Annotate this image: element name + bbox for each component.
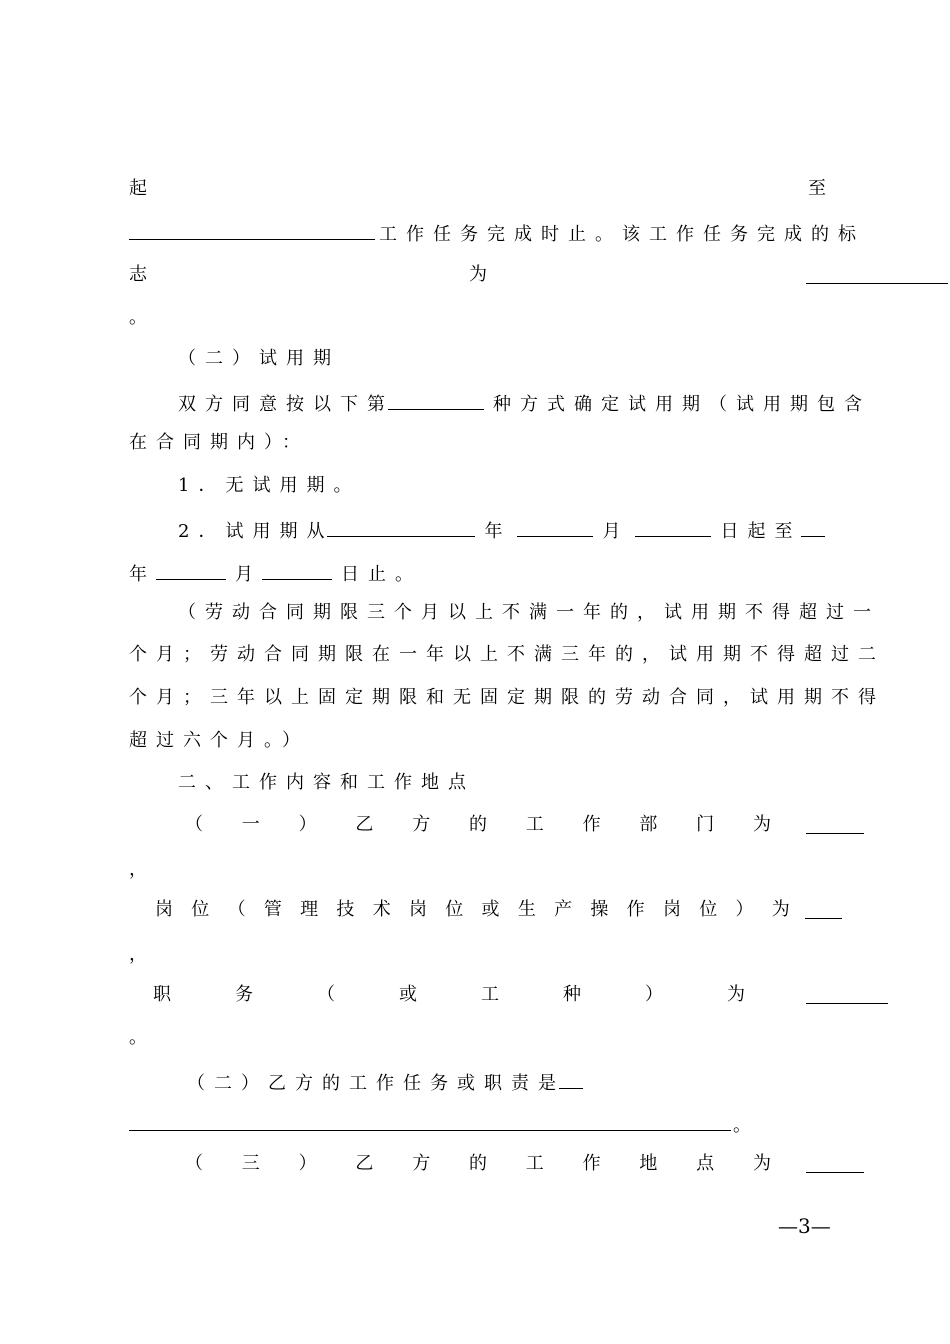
- post-chars: [155, 898, 790, 922]
- option-no-probation: 1．无试用期。: [178, 475, 361, 496]
- post-char: 位: [699, 899, 718, 920]
- note-line-1: （劳动合同期限三个月以上不满一年的，试用期不得超过一: [178, 602, 880, 623]
- blank-from-month[interactable]: [517, 516, 593, 537]
- blank-task-name[interactable]: [129, 219, 375, 240]
- line-probation-method: [178, 389, 871, 415]
- line-task-mark: [129, 263, 949, 287]
- post-char: 操: [590, 899, 609, 920]
- option-probation-period: [178, 516, 838, 540]
- duty-chars: [153, 983, 745, 1007]
- post-char: 技: [336, 899, 355, 920]
- post-char: 岗: [662, 899, 681, 920]
- post-char: 或: [481, 899, 500, 920]
- blank-from-year[interactable]: [327, 516, 475, 537]
- heading-probation: （二）试用期: [178, 348, 340, 369]
- blank-from-day[interactable]: [635, 516, 711, 537]
- text-method-a: 双方同意按以下第: [178, 394, 394, 415]
- blank-to-year[interactable]: [801, 516, 825, 537]
- post-char: 岗: [155, 899, 173, 920]
- text-probation-from: 2．试用期从: [178, 521, 334, 542]
- blank-work-location[interactable]: [806, 1152, 864, 1173]
- duty-char: 种: [563, 984, 581, 1005]
- dept-char: 方: [412, 814, 431, 835]
- text-year: 年: [129, 564, 156, 585]
- loc-char: 乙: [355, 1153, 374, 1174]
- text-day-end: 日止。: [341, 564, 422, 585]
- line-department: [185, 813, 865, 837]
- blank-department[interactable]: [806, 813, 864, 834]
- post-char: 管: [263, 899, 282, 920]
- text-day-until: 日起至: [720, 521, 802, 542]
- post-char: 术: [372, 899, 391, 920]
- loc-char: 点: [696, 1153, 715, 1174]
- dept-char: 工: [525, 814, 544, 835]
- line-probation-end: [129, 559, 826, 583]
- post-char: 作: [626, 899, 645, 920]
- text-task-completion: 工作任务完成时止。该工作任务完成的标: [379, 224, 865, 245]
- line-post: [155, 898, 845, 922]
- post-char: 产: [554, 899, 573, 920]
- location-chars: [185, 1152, 771, 1176]
- blank-task-mark[interactable]: [806, 263, 948, 284]
- blank-to-month[interactable]: [156, 559, 226, 580]
- blank-method-number[interactable]: [388, 389, 484, 410]
- line-duty: [153, 983, 889, 1007]
- text-zhi-mark: 志: [129, 264, 156, 285]
- line-probation-included: 在合同期内）：: [129, 432, 309, 453]
- post-char: 岗: [408, 899, 427, 920]
- line-task-duty-continued: [129, 1110, 826, 1134]
- loc-char: 的: [468, 1153, 487, 1174]
- blank-task-duty-start[interactable]: [559, 1068, 583, 1089]
- post-char: 位: [445, 899, 464, 920]
- post-char: 生: [517, 899, 536, 920]
- loc-char: 为: [752, 1153, 771, 1174]
- department-chars: [185, 813, 771, 837]
- line-start-date: [129, 177, 826, 201]
- post-char: ）: [735, 899, 754, 920]
- text-task-duty: （二）乙方的工作任务或职责是: [187, 1073, 565, 1094]
- text-wei: 为: [469, 264, 496, 285]
- post-char: （: [227, 899, 246, 920]
- loc-char: 方: [412, 1153, 431, 1174]
- note-line-3: 个月；三年以上固定期限和无固定期限的劳动合同，试用期不得: [129, 687, 885, 708]
- duty-char: 或: [399, 984, 417, 1005]
- blank-duty[interactable]: [806, 983, 888, 1004]
- dept-char: 作: [582, 814, 601, 835]
- line-period: [129, 306, 826, 330]
- blank-post[interactable]: [805, 898, 842, 919]
- note-line-4: 超过六个月。）: [129, 730, 309, 751]
- duty-char: 务: [235, 984, 253, 1005]
- duty-char: （: [317, 984, 335, 1005]
- loc-char: （: [185, 1153, 203, 1174]
- comma-after-department: ，: [129, 859, 156, 880]
- dept-char: ）: [298, 814, 317, 835]
- line-task-duty: [187, 1068, 787, 1092]
- duty-char: 工: [481, 984, 499, 1005]
- duty-char: 为: [727, 984, 745, 1005]
- loc-char: 三: [241, 1153, 260, 1174]
- blank-task-duty[interactable]: [129, 1110, 731, 1131]
- line-task-completion: [129, 219, 865, 245]
- duty-char: ）: [645, 984, 663, 1005]
- post-char: 为: [771, 899, 790, 920]
- heading-work-content-location: 二、工作内容和工作地点: [178, 772, 475, 793]
- period-after-duty: 。: [129, 1027, 156, 1048]
- dept-char: 部: [639, 814, 658, 835]
- comma-after-post: ，: [129, 944, 156, 965]
- text-period: 。: [733, 1115, 760, 1136]
- post-char: 位: [191, 899, 210, 920]
- text-method-b: 种方式确定试用期（试用期包含: [493, 394, 871, 415]
- text-year: 年: [484, 521, 512, 542]
- blank-to-day[interactable]: [262, 559, 332, 580]
- dept-char: 一: [241, 814, 260, 835]
- post-char: 理: [300, 899, 319, 920]
- dept-char: 乙: [355, 814, 374, 835]
- dept-char: 为: [752, 814, 771, 835]
- text-qi: 起: [129, 178, 147, 199]
- dept-char: 门: [696, 814, 715, 835]
- line-work-location: [185, 1152, 865, 1176]
- loc-char: ）: [298, 1153, 317, 1174]
- text-month: 月: [602, 521, 630, 542]
- loc-char: 地: [639, 1153, 658, 1174]
- dept-char: （: [185, 814, 203, 835]
- note-line-2: 个月；劳动合同期限在一年以上不满三年的，试用期不得超过二: [129, 644, 885, 665]
- dept-char: 的: [468, 814, 487, 835]
- text-zhi: 至: [808, 178, 826, 199]
- loc-char: 作: [582, 1153, 601, 1174]
- text-month: 月: [235, 564, 262, 585]
- loc-char: 工: [525, 1153, 544, 1174]
- text-period: 。: [129, 307, 156, 328]
- page-number: —3—: [778, 1214, 831, 1238]
- duty-char: 职: [153, 984, 171, 1005]
